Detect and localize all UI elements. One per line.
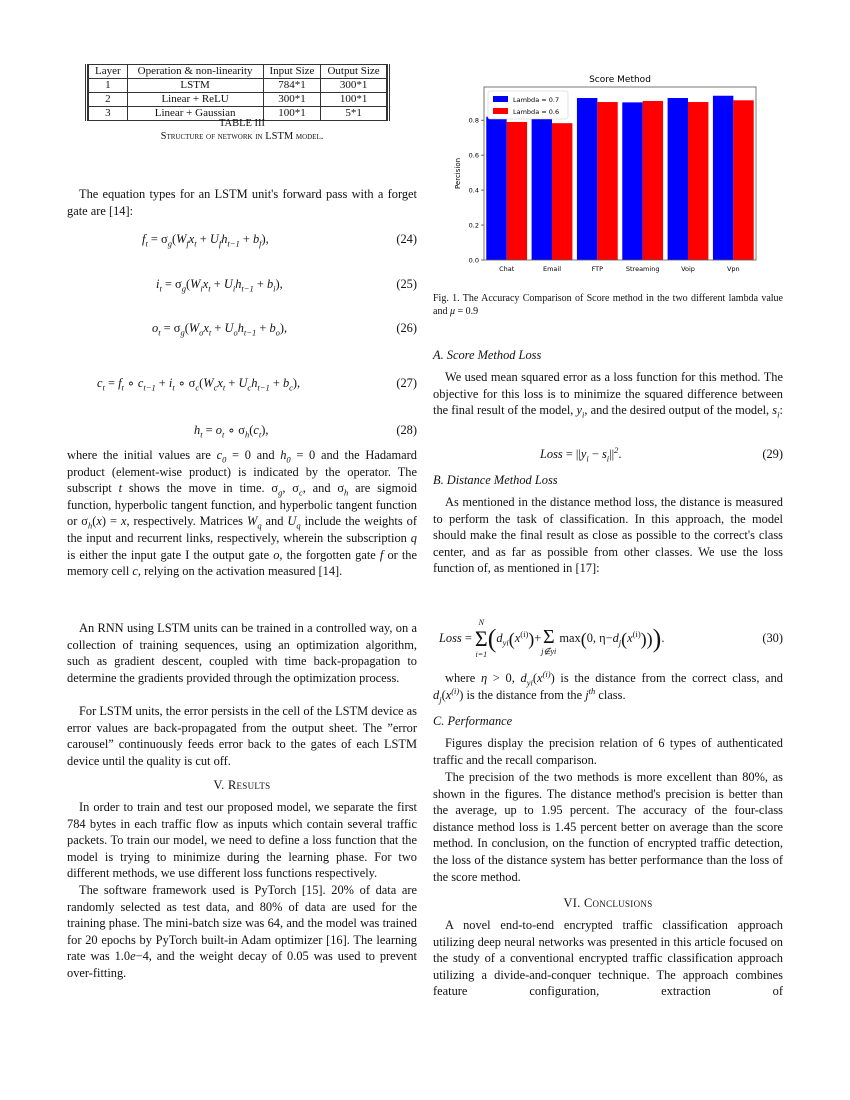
math-symbol: W xyxy=(203,376,214,390)
x-tick-label: Email xyxy=(542,265,562,273)
math-symbol: g xyxy=(167,238,172,249)
math-symbol: h xyxy=(235,277,242,291)
text-run: ( xyxy=(184,321,189,335)
paragraph-error-carousel xyxy=(67,703,417,769)
paren: )) xyxy=(640,629,653,650)
text-run: An RNN using LSTM units can be trained in a controlled way, on a collection of training sequences, using an optimization algorithm, such as gradient descent, coupled with time back-propagation to determine the gradients provided through the optimization process. xyxy=(67,621,417,685)
text-run: : xyxy=(779,403,783,418)
table-row xyxy=(89,93,387,107)
table-header: Operation & non-linearity xyxy=(127,65,263,79)
paragraph-distance-definition xyxy=(433,670,783,703)
math-symbol: c xyxy=(132,564,138,579)
subsection-heading-performance: C. Performance xyxy=(433,714,513,728)
paragraph-performance-2 xyxy=(433,769,783,885)
text-run: + xyxy=(253,277,267,291)
table-cell: Linear + Gaussian xyxy=(127,107,263,121)
text-run: ), xyxy=(261,423,269,437)
math-symbol: x xyxy=(202,277,209,291)
eq-term: x xyxy=(514,631,521,645)
table-cell: 300*1 xyxy=(321,79,386,93)
paragraph-performance-1 xyxy=(433,735,783,768)
eq-plus: + xyxy=(534,631,542,645)
paren: ) xyxy=(652,624,662,654)
score-method-bar-chart xyxy=(440,70,780,280)
subsection-heading-distance-loss: B. Distance Method Loss xyxy=(433,473,558,487)
math-symbol: q xyxy=(257,520,262,531)
text-run: = σ xyxy=(160,321,181,335)
paragraph-lstm-variables xyxy=(67,447,417,580)
table-cell: LSTM xyxy=(127,79,263,93)
y-axis-label: Percision xyxy=(454,157,462,190)
math-symbol: c xyxy=(213,382,218,393)
text-run: shows the move in time. σ xyxy=(122,481,279,496)
section-heading-results: V. Results xyxy=(213,778,271,792)
math-symbol: h xyxy=(280,448,287,462)
text-run: + xyxy=(225,376,239,390)
eq-sup: (i) xyxy=(632,628,641,639)
eq-term: x xyxy=(627,631,633,645)
text-run: class. xyxy=(595,687,626,702)
bar-lambda-0-7-vpn xyxy=(713,96,733,260)
math-symbol: q xyxy=(296,520,301,531)
math-symbol: t xyxy=(172,382,175,393)
text-run: The precision of the two methods is more excellent than 80%, as shown in the figures. The distance method's precision is better than the average, up to 1.95 percent. The accuracy of the four-class distance method loss is 1.45 percent better on average than the score method. In conclusion, on the function of encrypted traffic detection, the loss of the distance system has better performance than the loss of the score method. xyxy=(433,770,783,884)
math-symbol: h xyxy=(244,429,250,440)
equation-25 xyxy=(67,276,417,294)
bar-lambda-0-7-voip xyxy=(668,98,688,260)
x-tick-label: Voip xyxy=(681,265,695,273)
text-run: + xyxy=(210,277,224,291)
math-symbol: f xyxy=(379,547,384,562)
text-run: ( xyxy=(185,277,191,291)
equation-body xyxy=(97,375,300,392)
text-run: , σ xyxy=(282,481,299,496)
math-symbol: g xyxy=(181,283,186,294)
math-symbol: y xyxy=(576,403,582,418)
math-symbol: t−1 xyxy=(257,382,270,393)
y-tick-label: 0.8 xyxy=(468,116,479,125)
math-symbol: U xyxy=(209,232,219,246)
text-run: As mentioned in the distance method loss, the distance is measured to perform the task of classification. In this approach, the model should make the final result as close as possible to the correct's class center, and as far as possible from other classes. We use the loss function of, as mentioned in [17]: xyxy=(433,495,783,576)
math-symbol: i xyxy=(606,453,610,464)
text-run: + xyxy=(269,376,283,390)
text-run: , respectively. Matrices xyxy=(126,514,247,529)
eq-period: . xyxy=(661,631,665,645)
equation-number: (27) xyxy=(396,376,417,390)
text-run: or the memory cell xyxy=(67,547,418,579)
math-symbol: i xyxy=(168,376,173,390)
math-symbol: c xyxy=(247,382,252,393)
math-symbol: e xyxy=(130,949,136,964)
table-cell: 2 xyxy=(89,93,128,107)
bar-lambda-0-6-voip xyxy=(688,102,708,260)
text-run: ∘ σ xyxy=(174,376,196,390)
math-symbol: o xyxy=(273,547,280,562)
table-label: TABLE III xyxy=(218,118,266,129)
text-run: ) is the distance from the xyxy=(459,687,586,702)
x-tick-label: FTP xyxy=(591,265,604,273)
equation-number: (28) xyxy=(396,423,417,437)
text-run: || xyxy=(609,447,615,461)
math-symbol: t−1 xyxy=(227,238,240,249)
legend-swatch xyxy=(493,108,508,114)
text-run: ∘ xyxy=(123,376,138,390)
bar-lambda-0-6-chat xyxy=(507,122,527,260)
math-symbol: t xyxy=(102,382,105,393)
table-header: Output Size xyxy=(321,65,386,79)
math-symbol: f xyxy=(118,376,122,390)
legend-label: Lambda = 0.7 xyxy=(513,96,560,104)
math-symbol: t−1 xyxy=(143,382,156,393)
eq-max: max xyxy=(559,631,581,645)
text-run: We used mean squared error as a loss function for this method. The objective for this loss is to minimize the squared difference between the final result of the model, xyxy=(433,370,783,418)
math-symbol: x xyxy=(120,514,127,529)
text-run: ) = xyxy=(101,514,121,529)
text-run: ), xyxy=(261,232,269,246)
math-symbol: g xyxy=(278,487,283,498)
paragraph-conclusions xyxy=(433,917,783,1000)
equation-28 xyxy=(67,422,417,440)
math-symbol: 0 xyxy=(222,454,227,465)
text-run: , relying on the activation measured [14]. xyxy=(137,564,343,579)
equation-26 xyxy=(67,320,417,338)
math-symbol: W xyxy=(190,277,201,291)
math-symbol: W xyxy=(188,321,200,335)
math-symbol: x xyxy=(96,514,102,529)
eq-sign: = xyxy=(461,631,475,645)
text-run: ( xyxy=(171,232,177,246)
math-symbol: c xyxy=(97,376,103,390)
math-symbol: U xyxy=(224,321,234,335)
sum-operator xyxy=(541,627,556,657)
table-header: Input Size xyxy=(263,65,321,79)
math-symbol: t xyxy=(145,238,148,249)
math-symbol: h xyxy=(87,520,93,531)
math-symbol: W xyxy=(176,232,187,246)
text-run: + xyxy=(239,232,253,246)
paren: ( xyxy=(580,629,587,650)
sum-lower-limit: j∉yi xyxy=(541,647,557,657)
text-run: ), xyxy=(275,277,283,291)
math-symbol: t xyxy=(221,429,225,440)
text-run: is either the input gate I the output gate xyxy=(67,547,274,562)
text-run: For LSTM units, the error persists in the cell of the LSTM device as error values are back-propagated from the output sheet. The ”error carousel” continuously feeds error back to the gates of each LSTM device until the quality is cut off. xyxy=(67,704,417,768)
math-symbol: j xyxy=(585,687,589,702)
eq-sub: yi xyxy=(502,637,509,648)
text-run: ) is the distance from the correct class, and xyxy=(550,671,784,685)
network-structure-table xyxy=(88,64,387,121)
text-run: + xyxy=(155,376,169,390)
text-run: Fig. 1. The Accuracy Comparison of Score method in the two different lambda value and xyxy=(433,293,783,317)
text-run: and xyxy=(261,514,288,529)
sigma-symbol: Σ xyxy=(542,626,555,649)
table-cell: 1 xyxy=(89,79,128,93)
equation-body xyxy=(156,276,283,293)
x-tick-label: Chat xyxy=(499,265,515,273)
bar-lambda-0-6-streaming xyxy=(643,101,663,260)
table-row xyxy=(89,79,387,93)
text-run: − xyxy=(588,447,602,461)
math-symbol: c xyxy=(253,423,259,437)
math-symbol: t xyxy=(159,283,162,294)
math-symbol: f xyxy=(259,238,262,249)
sigma-symbol: Σ xyxy=(474,626,488,652)
y-tick-label: 0.4 xyxy=(468,186,479,195)
math-symbol: o xyxy=(199,327,204,338)
section-heading-conclusions: VI. Conclusions xyxy=(563,896,653,910)
math-symbol: t xyxy=(194,238,197,249)
math-symbol: o xyxy=(233,327,238,338)
equation-number: (26) xyxy=(396,321,417,335)
math-symbol: t xyxy=(200,429,203,440)
math-symbol: t−1 xyxy=(241,283,254,294)
table-header-row xyxy=(89,65,387,79)
legend-label: Lambda = 0.6 xyxy=(513,108,560,116)
math-symbol: c xyxy=(298,487,303,498)
text-run: ( xyxy=(441,687,446,702)
text-run: > 0, xyxy=(487,671,521,685)
math-symbol: 0 xyxy=(286,454,291,465)
math-symbol: i xyxy=(273,283,276,294)
paren: ( xyxy=(487,624,497,654)
math-symbol: η xyxy=(480,671,488,685)
math-symbol: h xyxy=(221,232,228,246)
text-run: . xyxy=(618,447,622,461)
text-run: where the initial values are xyxy=(67,448,217,462)
text-run: + xyxy=(211,321,225,335)
text-run: , the forgotten gate xyxy=(279,547,380,562)
eq-term: 0, η− xyxy=(586,631,613,645)
text-run: = || xyxy=(562,447,581,461)
text-run: are sigmoid function, hyperbolic tangent function, and hyperbolic tangent function or σ xyxy=(67,481,418,529)
text-run: , and the desired output of the model, xyxy=(584,403,773,418)
math-symbol: s xyxy=(601,447,607,461)
math-symbol: o xyxy=(215,423,222,437)
math-symbol: y xyxy=(580,447,587,461)
equation-body xyxy=(142,231,269,248)
math-symbol: c xyxy=(289,382,293,393)
text-run: ), xyxy=(279,321,288,335)
y-tick-label: 0.2 xyxy=(468,221,479,230)
eq-sub: j xyxy=(618,637,622,648)
equation-body xyxy=(194,422,268,439)
text-run: + xyxy=(256,321,270,335)
math-symbol: t xyxy=(258,429,262,440)
math-symbol: Loss xyxy=(540,447,563,461)
paragraph-distance-loss xyxy=(433,494,783,577)
math-symbol: s xyxy=(772,403,778,418)
text-run: ( xyxy=(532,671,538,685)
math-symbol: h xyxy=(237,321,244,335)
math-symbol: t xyxy=(208,327,212,338)
math-symbol: i xyxy=(156,277,160,291)
math-symbol: (i) xyxy=(451,685,460,696)
math-symbol: i xyxy=(582,409,585,420)
math-symbol: b xyxy=(282,376,290,390)
equation-number: (29) xyxy=(762,447,783,461)
legend-swatch xyxy=(493,96,508,102)
math-symbol: U xyxy=(223,277,233,291)
equation-number: (30) xyxy=(762,631,783,645)
sum-operator xyxy=(475,618,488,660)
equation-body xyxy=(540,446,621,463)
math-symbol: c xyxy=(137,376,144,390)
bar-lambda-0-6-email xyxy=(552,123,572,260)
math-symbol: h xyxy=(194,423,201,437)
text-run: include the weights of the input and recurrent links, respectively, wherein the subscription xyxy=(67,514,417,545)
math-symbol: μ xyxy=(449,305,455,317)
math-symbol: i xyxy=(586,453,589,464)
math-symbol: i xyxy=(232,283,236,294)
eq-sup: (i) xyxy=(520,628,529,639)
math-symbol: t xyxy=(158,327,161,338)
eq-term: d xyxy=(496,631,503,645)
bar-lambda-0-7-ftp xyxy=(577,98,597,260)
math-symbol: b xyxy=(269,321,276,335)
paragraph-results-intro xyxy=(67,799,417,882)
text-run: Figures display the precision relation of 6 types of authenticated traffic and the recall comparison. xyxy=(433,736,783,767)
table-cell: 3 xyxy=(89,107,128,121)
table-caption: Structure of network in LSTM model. xyxy=(160,131,324,142)
text-run: = σ xyxy=(161,277,182,291)
math-symbol: yi xyxy=(526,677,533,688)
math-symbol: o xyxy=(275,327,280,338)
sum-lower-limit: i=1 xyxy=(475,650,488,660)
math-symbol: d xyxy=(433,687,440,702)
y-tick-label: 0.0 xyxy=(468,256,479,265)
bar-lambda-0-6-vpn xyxy=(733,100,753,260)
text-run: ∘ σ xyxy=(224,423,245,437)
paren: ) xyxy=(528,629,535,650)
bar-lambda-0-7-email xyxy=(532,118,552,260)
network-structure-table-wrap xyxy=(85,64,390,121)
equation-27 xyxy=(67,375,417,393)
text-run: = 0 and xyxy=(226,448,281,462)
paren: ( xyxy=(508,629,515,650)
math-symbol: t xyxy=(121,382,124,393)
sum-upper-limit: N xyxy=(478,618,484,628)
math-symbol: b xyxy=(252,232,260,246)
equation-number: (24) xyxy=(396,232,417,246)
math-symbol: h xyxy=(344,487,349,498)
chart-title: Score Method xyxy=(589,75,651,85)
paragraph-framework xyxy=(67,882,417,982)
table-cell: 300*1 xyxy=(263,93,321,107)
math-symbol: x xyxy=(203,321,209,335)
subsection-heading-score-loss: A. Score Method Loss xyxy=(433,348,542,362)
equation-number: (25) xyxy=(396,277,417,291)
math-symbol: x xyxy=(188,232,195,246)
text-run: + xyxy=(196,232,210,246)
text-run: ( xyxy=(92,514,97,529)
math-symbol: U xyxy=(287,514,297,529)
math-symbol: x xyxy=(217,376,223,390)
text-run: −4, and the weight decay of 0.05 was used to prevent over-fitting. xyxy=(67,949,417,980)
math-symbol: (i) xyxy=(542,668,551,679)
eq-term: d xyxy=(612,631,619,645)
math-symbol: g xyxy=(180,327,185,338)
text-run: = σ xyxy=(147,232,168,246)
text-run: The software framework used is PyTorch [15]. 20% of data are randomly selected as test data, and 80% of data are used for the training phase. The mini-batch size was 64, and the model was trained for 20 epochs by PyTorch built-in Adam optimizer [16]. The learning rate was 1.0 xyxy=(67,883,417,964)
math-symbol: 2 xyxy=(614,444,619,455)
equation-30 xyxy=(433,618,783,658)
math-symbol: f xyxy=(218,238,222,249)
paragraph-rnn-training xyxy=(67,620,417,686)
math-symbol: U xyxy=(238,376,248,390)
math-symbol: b xyxy=(266,277,274,291)
table-cell: 784*1 xyxy=(263,79,321,93)
bar-lambda-0-6-ftp xyxy=(597,102,617,260)
equation-body xyxy=(152,320,287,337)
text-run: A novel end-to-end encrypted traffic classification approach utilizing deep neural networks was presented in this article focused on the study of a conventional encrypted traffic classification approach utilizing a divide-and-conquer technique. The approach combines feature configuration, extraction of xyxy=(433,918,783,999)
table-cell: 100*1 xyxy=(321,93,386,107)
table-cell: 100*1 xyxy=(263,107,321,121)
x-tick-label: Vpn xyxy=(726,265,740,273)
math-symbol: x xyxy=(537,671,543,685)
eq-lhs: Loss xyxy=(439,631,462,645)
math-symbol: t−1 xyxy=(243,327,257,338)
figure-caption xyxy=(433,293,783,318)
text-run: = 0 and the Hadamard product (element-wise product) is indicated by the operator. The subscript xyxy=(67,448,417,496)
text-run: The equation types for an LSTM unit's forward pass with a forget gate are [14]: xyxy=(67,187,417,218)
paren: ( xyxy=(621,629,628,650)
math-symbol: t xyxy=(118,481,123,496)
bar-lambda-0-7-chat xyxy=(486,117,506,260)
math-symbol: q xyxy=(410,530,417,545)
bar-lambda-0-7-streaming xyxy=(622,102,642,260)
x-tick-label: Streaming xyxy=(625,265,660,273)
paragraph-score-loss xyxy=(433,369,783,419)
text-run: = xyxy=(104,376,119,390)
math-symbol: th xyxy=(588,685,596,696)
table-cell: 5*1 xyxy=(321,107,386,121)
math-symbol: f xyxy=(142,232,146,246)
math-symbol: t xyxy=(222,382,226,393)
text-run: ), xyxy=(292,376,301,390)
text-run: ( xyxy=(199,376,204,390)
math-symbol: j xyxy=(439,694,442,705)
text-run: ( xyxy=(249,423,254,437)
text-run: In order to train and test our proposed model, we separate the first 784 bytes in each traffic flow as inputs which contain several traffic packets. To train our model, we need to define a loss function that the model is trying to minimize during the learning phase. For two different methods, we use different loss functions respectively. xyxy=(67,800,417,881)
paragraph-equation-intro xyxy=(67,186,417,219)
math-symbol: x xyxy=(445,687,452,702)
text-run: = xyxy=(202,423,216,437)
math-symbol: f xyxy=(186,238,189,249)
math-symbol: c xyxy=(216,448,223,462)
math-symbol: h xyxy=(251,376,258,390)
text-run: where xyxy=(445,671,481,685)
math-symbol: o xyxy=(152,321,159,335)
math-symbol: d xyxy=(520,671,527,685)
table-cell: Linear + ReLU xyxy=(127,93,263,107)
equation-29 xyxy=(433,446,783,464)
math-symbol: W xyxy=(246,514,258,529)
math-symbol: c xyxy=(195,382,200,393)
math-symbol: t xyxy=(208,283,211,294)
text-run: , and σ xyxy=(302,481,345,496)
equation-24 xyxy=(67,231,417,249)
table-header: Layer xyxy=(89,65,128,79)
text-run: = 0.9 xyxy=(454,305,479,317)
math-symbol: i xyxy=(777,409,780,420)
equation-body xyxy=(439,618,664,660)
math-symbol: i xyxy=(200,283,203,294)
y-tick-label: 0.6 xyxy=(468,151,479,160)
